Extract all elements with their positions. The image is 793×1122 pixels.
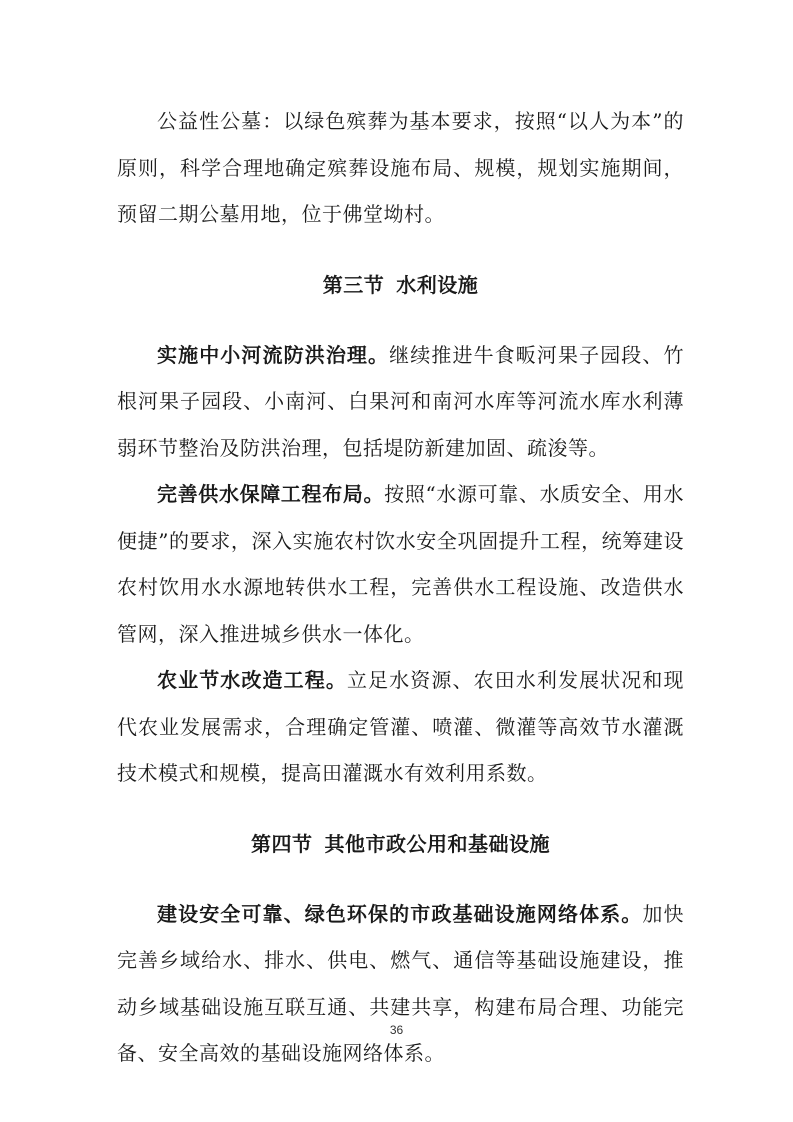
section-title: 其他市政公用和基础设施 <box>324 831 550 856</box>
paragraph-flood-control <box>117 332 684 472</box>
paragraph-text: 加快完善乡域给水、排水、供电、燃气、通信等基础设施建设，推动乡域基础设施互联互通、共建共享，构建布局合理、功能完备、安全高效的基础设施网络体系。 <box>117 901 685 1065</box>
section-number: 第三节 <box>322 272 385 297</box>
paragraph-lead: 完善供水保障工程布局。 <box>157 482 385 506</box>
paragraph-text: 按照“水源可靠、水质安全、用水便捷”的要求，深入实施农村饮水安全巩固提升工程，统筹建设农村饮用水水源地转供水工程，完善供水工程设施、改造供水管网，深入推进城乡供水一体化。 <box>117 482 685 646</box>
section-heading-4 <box>117 821 684 867</box>
paragraph-infrastructure-network <box>117 891 684 1077</box>
document-body <box>117 98 684 1077</box>
page-number: 36 <box>389 1023 404 1037</box>
paragraph-text: 立足水资源、农田水利发展状况和现代农业发展需求，合理确定管灌、喷灌、微灌等高效节水灌溉技术模式和规模，提高田灌溉水有效利用系数。 <box>117 668 684 785</box>
paragraph-water-saving <box>117 657 684 797</box>
section-title: 水利设施 <box>396 272 479 297</box>
section-heading-3 <box>117 262 684 308</box>
paragraph-text: 继续推进牛食畈河果子园段、竹根河果子园段、小南河、白果河和南河水库等河流水库水利薄弱环节整治及防洪治理，包括堤防新建加固、疏浚等。 <box>117 342 685 460</box>
paragraph-water-supply <box>117 471 684 657</box>
paragraph-text: 公益性公墓：以绿色殡葬为基本要求，按照“以人为本”的原则，科学合理地确定殡葬设施布局、规模，规划实施期间，预留二期公墓用地，位于佛堂坳村。 <box>117 109 684 226</box>
paragraph-public-cemetery <box>117 98 684 238</box>
paragraph-lead: 农业节水改造工程。 <box>157 668 347 692</box>
paragraph-lead: 实施中小河流防洪治理。 <box>157 342 390 367</box>
paragraph-lead: 建设安全可靠、绿色环保的市政基础设施网络体系。 <box>157 901 643 926</box>
section-number: 第四节 <box>251 831 313 856</box>
